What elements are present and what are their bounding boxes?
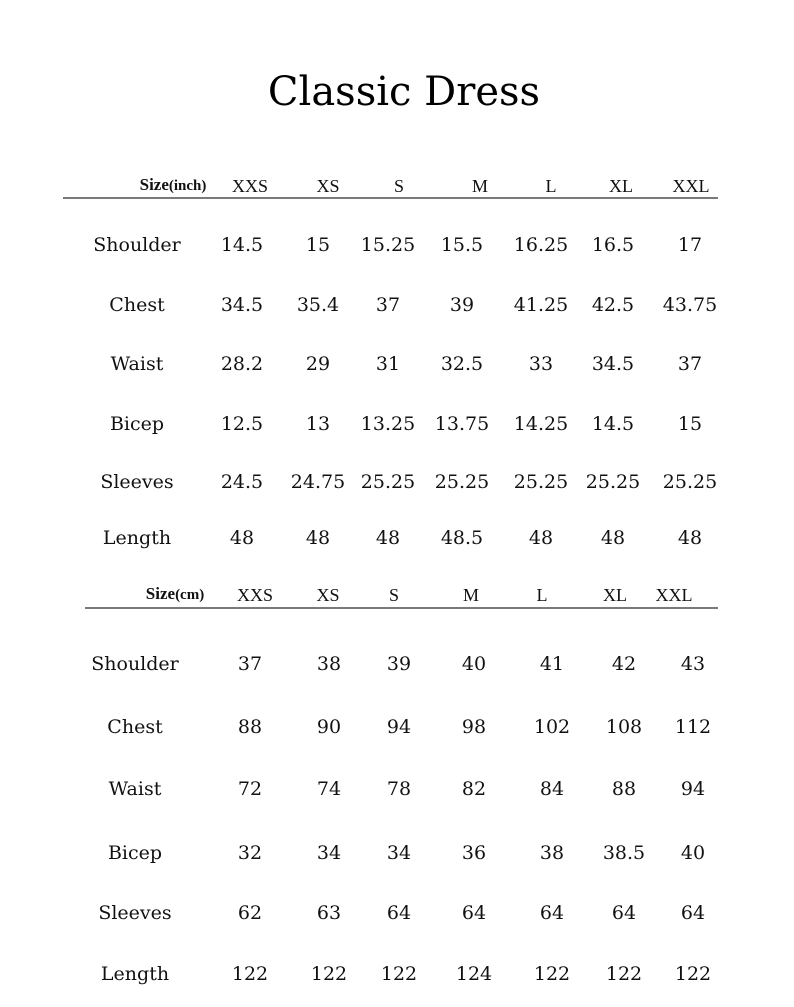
- size-column-header: XS: [316, 585, 340, 605]
- measurement-value: 41: [539, 653, 565, 675]
- measurement-label: Sleeves: [100, 471, 174, 493]
- measurement-value: 74: [316, 778, 342, 800]
- measurement-label: Chest: [109, 294, 165, 316]
- measurement-value: 108: [605, 716, 643, 738]
- measurement-value: 48: [305, 527, 331, 549]
- measurement-value: 112: [674, 716, 712, 738]
- measurement-value: 64: [539, 902, 565, 924]
- measurement-value: 122: [533, 963, 571, 985]
- measurement-value: 122: [310, 963, 348, 985]
- measurement-value: 62: [237, 902, 263, 924]
- measurement-label: Waist: [108, 778, 162, 800]
- measurement-value: 24.75: [290, 471, 346, 493]
- measurement-value: 17: [677, 234, 703, 256]
- measurement-value: 12.5: [220, 413, 264, 435]
- measurement-value: 64: [461, 902, 487, 924]
- size-column-header: XXS: [236, 585, 274, 605]
- measurement-value: 64: [680, 902, 706, 924]
- measurement-value: 90: [316, 716, 342, 738]
- size-column-header: XXS: [231, 176, 269, 196]
- measurement-value: 29: [305, 353, 331, 375]
- measurement-value: 88: [611, 778, 637, 800]
- measurement-value: 28.2: [220, 353, 264, 375]
- size-column-header: M: [471, 176, 489, 196]
- size-column-header: L: [536, 585, 548, 605]
- measurement-value: 34: [386, 842, 412, 864]
- measurement-value: 48: [528, 527, 554, 549]
- measurement-value: 38: [539, 842, 565, 864]
- measurement-value: 42: [611, 653, 637, 675]
- size-label-text: Size: [139, 175, 169, 194]
- measurement-label: Sleeves: [98, 902, 172, 924]
- measurement-value: 14.25: [513, 413, 569, 435]
- measurement-value: 84: [539, 778, 565, 800]
- measurement-value: 42.5: [591, 294, 635, 316]
- measurement-value: 15: [305, 234, 331, 256]
- size-column-header: XXL: [672, 176, 710, 196]
- measurement-value: 72: [237, 778, 263, 800]
- size-column-header: XL: [603, 585, 627, 605]
- measurement-value: 31: [375, 353, 401, 375]
- measurement-value: 98: [461, 716, 487, 738]
- measurement-label: Shoulder: [93, 234, 181, 256]
- measurement-value: 122: [231, 963, 269, 985]
- size-column-header: XL: [609, 176, 633, 196]
- measurement-value: 122: [605, 963, 643, 985]
- measurement-label: Chest: [107, 716, 163, 738]
- measurement-value: 64: [386, 902, 412, 924]
- size-label-text: Size: [145, 584, 176, 603]
- measurement-label: Bicep: [107, 842, 163, 864]
- measurement-value: 64: [611, 902, 637, 924]
- measurement-label: Waist: [110, 353, 164, 375]
- measurement-value: 48: [677, 527, 703, 549]
- measurement-value: 43: [680, 653, 706, 675]
- measurement-value: 25.25: [434, 471, 490, 493]
- measurement-value: 48: [600, 527, 626, 549]
- size-column-header: S: [393, 176, 405, 196]
- header-divider: [63, 197, 718, 199]
- measurement-label: Length: [100, 963, 170, 985]
- measurement-value: 32.5: [440, 353, 484, 375]
- measurement-value: 14.5: [220, 234, 264, 256]
- measurement-value: 124: [455, 963, 493, 985]
- measurement-value: 41.25: [513, 294, 569, 316]
- page-title: Classic Dress: [267, 69, 541, 115]
- measurement-value: 34: [316, 842, 342, 864]
- measurement-value: 15: [677, 413, 703, 435]
- measurement-value: 82: [461, 778, 487, 800]
- measurement-value: 25.25: [585, 471, 641, 493]
- measurement-value: 25.25: [662, 471, 718, 493]
- size-column-header: S: [388, 585, 400, 605]
- size-column-header: L: [545, 176, 557, 196]
- size-header-label: [140, 175, 207, 195]
- measurement-value: 32: [237, 842, 263, 864]
- unit-label: (inch): [168, 178, 207, 194]
- measurement-value: 94: [386, 716, 412, 738]
- measurement-value: 13.25: [360, 413, 416, 435]
- measurement-value: 14.5: [591, 413, 635, 435]
- measurement-value: 48.5: [440, 527, 484, 549]
- measurement-value: 13: [305, 413, 331, 435]
- measurement-label: Shoulder: [91, 653, 179, 675]
- measurement-value: 39: [386, 653, 412, 675]
- measurement-value: 25.25: [360, 471, 416, 493]
- measurement-value: 122: [674, 963, 712, 985]
- measurement-label: Bicep: [109, 413, 165, 435]
- measurement-value: 122: [380, 963, 418, 985]
- size-column-header: M: [462, 585, 480, 605]
- measurement-value: 38: [316, 653, 342, 675]
- measurement-value: 48: [375, 527, 401, 549]
- measurement-value: 37: [375, 294, 401, 316]
- measurement-value: 40: [680, 842, 706, 864]
- measurement-value: 34.5: [591, 353, 635, 375]
- header-divider: [85, 607, 718, 609]
- measurement-value: 34.5: [220, 294, 264, 316]
- size-header-label: [146, 584, 204, 604]
- measurement-value: 38.5: [602, 842, 646, 864]
- measurement-value: 33: [528, 353, 554, 375]
- measurement-value: 63: [316, 902, 342, 924]
- measurement-value: 37: [237, 653, 263, 675]
- measurement-value: 15.25: [360, 234, 416, 256]
- measurement-value: 16.5: [591, 234, 635, 256]
- unit-label: (cm): [175, 587, 205, 603]
- measurement-value: 88: [237, 716, 263, 738]
- measurement-value: 37: [677, 353, 703, 375]
- size-column-header: XS: [316, 176, 340, 196]
- measurement-value: 40: [461, 653, 487, 675]
- measurement-value: 94: [680, 778, 706, 800]
- measurement-value: 25.25: [513, 471, 569, 493]
- measurement-value: 13.75: [434, 413, 490, 435]
- measurement-value: 36: [461, 842, 487, 864]
- measurement-label: Length: [102, 527, 172, 549]
- measurement-value: 102: [533, 716, 571, 738]
- measurement-value: 16.25: [513, 234, 569, 256]
- measurement-value: 48: [229, 527, 255, 549]
- measurement-value: 43.75: [662, 294, 718, 316]
- measurement-value: 78: [386, 778, 412, 800]
- measurement-value: 15.5: [440, 234, 484, 256]
- size-column-header: XXL: [655, 585, 693, 605]
- measurement-value: 39: [449, 294, 475, 316]
- measurement-value: 24.5: [220, 471, 264, 493]
- measurement-value: 35.4: [296, 294, 340, 316]
